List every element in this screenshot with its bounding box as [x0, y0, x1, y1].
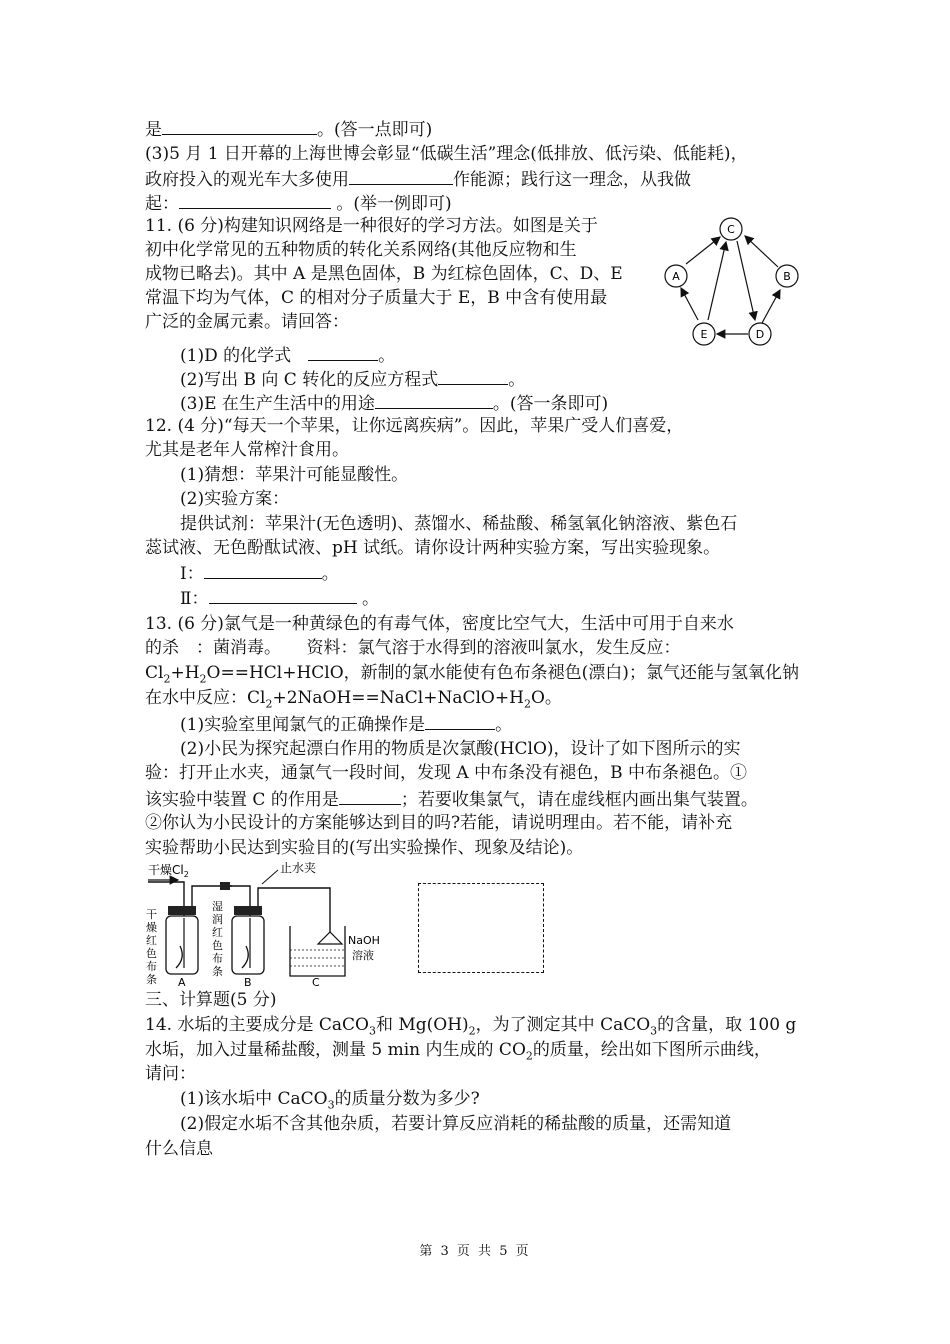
question-14-part: (2)假定水垢不含其他杂质，若要计算反应消耗的稀盐酸的质量，还需知道: [180, 1114, 732, 1134]
conversion-network-diagram: [650, 214, 830, 352]
question-11-line: 初中化学常见的五种物质的转化关系网络(其他反应物和生: [145, 240, 577, 260]
question-11-part: (1)D 的化学式 。: [180, 342, 395, 368]
question-14-part: (1)该水垢中 CaCO$_3$的质量分数为多少?: [180, 1089, 480, 1112]
answer-blank[interactable]: [162, 116, 317, 135]
section-3-heading: 三、计算题(5 分): [145, 990, 277, 1010]
question-13-line: (2)小民为探究起漂白作用的物质是次氯酸(HClO)，设计了如下图所示的实: [180, 739, 741, 759]
svg-text:布: 布: [212, 952, 223, 965]
question-13-line: 在水中反应：$Cl_2+2NaOH==NaCl+NaClO+H_2O$。: [145, 688, 562, 711]
naoh-label: NaOH: [348, 934, 380, 947]
question-11-line: 成物已略去)。其中 A 是黑色固体，B 为红棕色固体，C、D、E: [145, 264, 623, 284]
svg-text:D: D: [755, 328, 765, 341]
stopper-a: [168, 906, 196, 915]
question-13-part: (1)实验室里闻氯气的正确操作是 。: [180, 711, 512, 737]
node-a: [665, 265, 687, 287]
question-11-line: 11. (6 分)构建知识网络是一种很好的学习方法。如图是关于: [145, 216, 598, 236]
label-c: C: [312, 976, 320, 989]
answer-blank[interactable]: [375, 390, 493, 409]
question-13-line: ②你认为小民设计的方案能够达到目的吗?若能，请说明理由。若不能，请补充: [145, 813, 733, 833]
question-14-line: 什么信息: [145, 1139, 213, 1159]
question-12-line: (2)实验方案：: [180, 489, 290, 509]
beaker-c: [290, 926, 345, 976]
answer-blank[interactable]: [179, 190, 331, 209]
svg-text:色: 色: [146, 947, 157, 960]
answer-blank[interactable]: [204, 560, 322, 579]
svg-text:条: 条: [212, 965, 223, 978]
svg-text:干: 干: [146, 908, 157, 921]
funnel: [318, 932, 342, 944]
question-12-line: 蕊试液、无色酚酞试液、pH 试纸。请你设计两种实验方案，写出实验现象。: [145, 538, 721, 558]
bottle-a: [166, 916, 198, 974]
question-13-line: 13. (6 分)氯气是一种黄绿色的有毒气体，密度比空气大，生活中可用于自来水: [145, 614, 734, 634]
question-13-line: 的杀 ：菌消毒。 资料：氯气溶于水得到的溶液叫氯水，发生反应：: [145, 638, 681, 658]
question-13-line: $Cl_2+H_2O==HCl+HClO$，新制的氯水能使有色布条褪色(漂白)；氯气还能与氢氧化钠: [145, 663, 799, 686]
question-11-line: 常温下均为气体，C 的相对分子质量大于 E，B 中含有使用最: [145, 288, 608, 308]
svg-text:E: E: [700, 328, 708, 341]
arrow-a-to-c: [686, 237, 720, 264]
question-13-line: 实验帮助小民达到实验目的(写出实验操作、现象及结论)。: [145, 838, 584, 858]
svg-text:条: 条: [146, 973, 157, 986]
question-12-line: 尤其是老年人常榨汁食用。: [145, 440, 349, 460]
question-14-line: 请问：: [145, 1064, 196, 1084]
svg-text:润: 润: [212, 913, 223, 926]
text-line: 是 。(答一点即可): [145, 116, 432, 142]
svg-text:燥: 燥: [146, 921, 157, 934]
svg-text:C: C: [727, 223, 735, 236]
answer-blank[interactable]: [425, 711, 495, 730]
water-clamp-label: 止水夹: [280, 861, 317, 875]
chlorine-apparatus-diagram: [140, 858, 400, 990]
arrow-c-to-d: [737, 241, 755, 320]
label-a: A: [178, 976, 186, 989]
stopper-b: [234, 906, 262, 915]
node-c: [720, 218, 742, 240]
question-11-part: (2)写出 B 向 C 转化的反应方程式 。: [180, 366, 525, 392]
svg-text:湿: 湿: [212, 900, 223, 913]
arrow-b-to-c: [745, 236, 778, 267]
text-line: (3)5 月 1 日开幕的上海世博会彰显“低碳生活”理念(低排放、低污染、低能耗)，: [145, 144, 748, 164]
bottle-b-side-label: [212, 900, 223, 978]
text-line: 起： 。(举一例即可): [145, 190, 452, 216]
answer-blank[interactable]: [438, 366, 508, 385]
outlet-tube-c: [258, 888, 330, 933]
svg-text:布: 布: [146, 960, 157, 973]
answer-blank[interactable]: [349, 166, 453, 185]
text-line: 政府投入的观光车大多使用 作能源；践行这一理念，从我做: [145, 166, 691, 192]
node-e: [693, 323, 715, 345]
svg-text:红: 红: [146, 934, 157, 947]
arrow-e-to-c: [708, 242, 726, 320]
svg-text:色: 色: [212, 939, 223, 952]
question-12-answer: Ⅰ： 。: [180, 560, 339, 586]
arrow-e-to-a: [681, 288, 698, 320]
page-footer: 第 3 页 共 5 页: [419, 1244, 531, 1259]
svg-text:B: B: [783, 270, 791, 283]
question-14-line: 14. 水垢的主要成分是 CaCO$_3$和 $Mg(OH)_2$，为了测定其中 CaCO$_3$的含量，取 100 g: [145, 1015, 797, 1038]
gas-collection-drawing-box[interactable]: [418, 883, 544, 973]
question-13-line: 该实验中装置 C 的作用是 ；若要收集氯气，请在虚线框内画出集气装置。: [145, 786, 758, 812]
dry-chlorine-label: 干燥$Cl_2$: [148, 863, 189, 879]
solution-label: 溶液: [352, 949, 374, 962]
bottle-b: [232, 916, 264, 974]
node-d: [749, 323, 771, 345]
question-14-line: 水垢，加入过量稀盐酸，测量 5 min 内生成的 $CO_2$的质量，绘出如下图所示曲线，: [145, 1040, 771, 1063]
answer-blank[interactable]: [308, 342, 378, 361]
label-b: B: [244, 976, 252, 989]
question-12-line: 提供试剂：苹果汁(无色透明)、蒸馏水、稀盐酸、稀氢氧化钠溶液、紫色石: [180, 514, 738, 534]
svg-text:红: 红: [212, 926, 223, 939]
question-12-line: (1)猜想：苹果汁可能显酸性。: [180, 465, 409, 485]
question-12-answer: Ⅱ： 。: [180, 585, 379, 611]
bottle-a-side-label: [146, 908, 157, 986]
node-b: [776, 265, 798, 287]
svg-text:A: A: [672, 270, 680, 283]
question-11-line: 广泛的金属元素。请回答：: [145, 312, 349, 332]
arrow-d-to-b: [762, 290, 780, 323]
question-13-line: 验：打开止水夹，通氯气一段时间，发现 A 中布条没有褪色，B 中布条褪色。①: [145, 763, 747, 783]
question-11-part: (3)E 在生产生活中的用途 。(答一条即可): [180, 390, 608, 416]
question-12-line: 12. (4 分)“每天一个苹果，让你远离疾病”。因此，苹果广受人们喜爱，: [145, 416, 684, 436]
answer-blank[interactable]: [209, 585, 357, 604]
water-clamp[interactable]: [220, 882, 230, 890]
answer-blank[interactable]: [339, 786, 401, 805]
